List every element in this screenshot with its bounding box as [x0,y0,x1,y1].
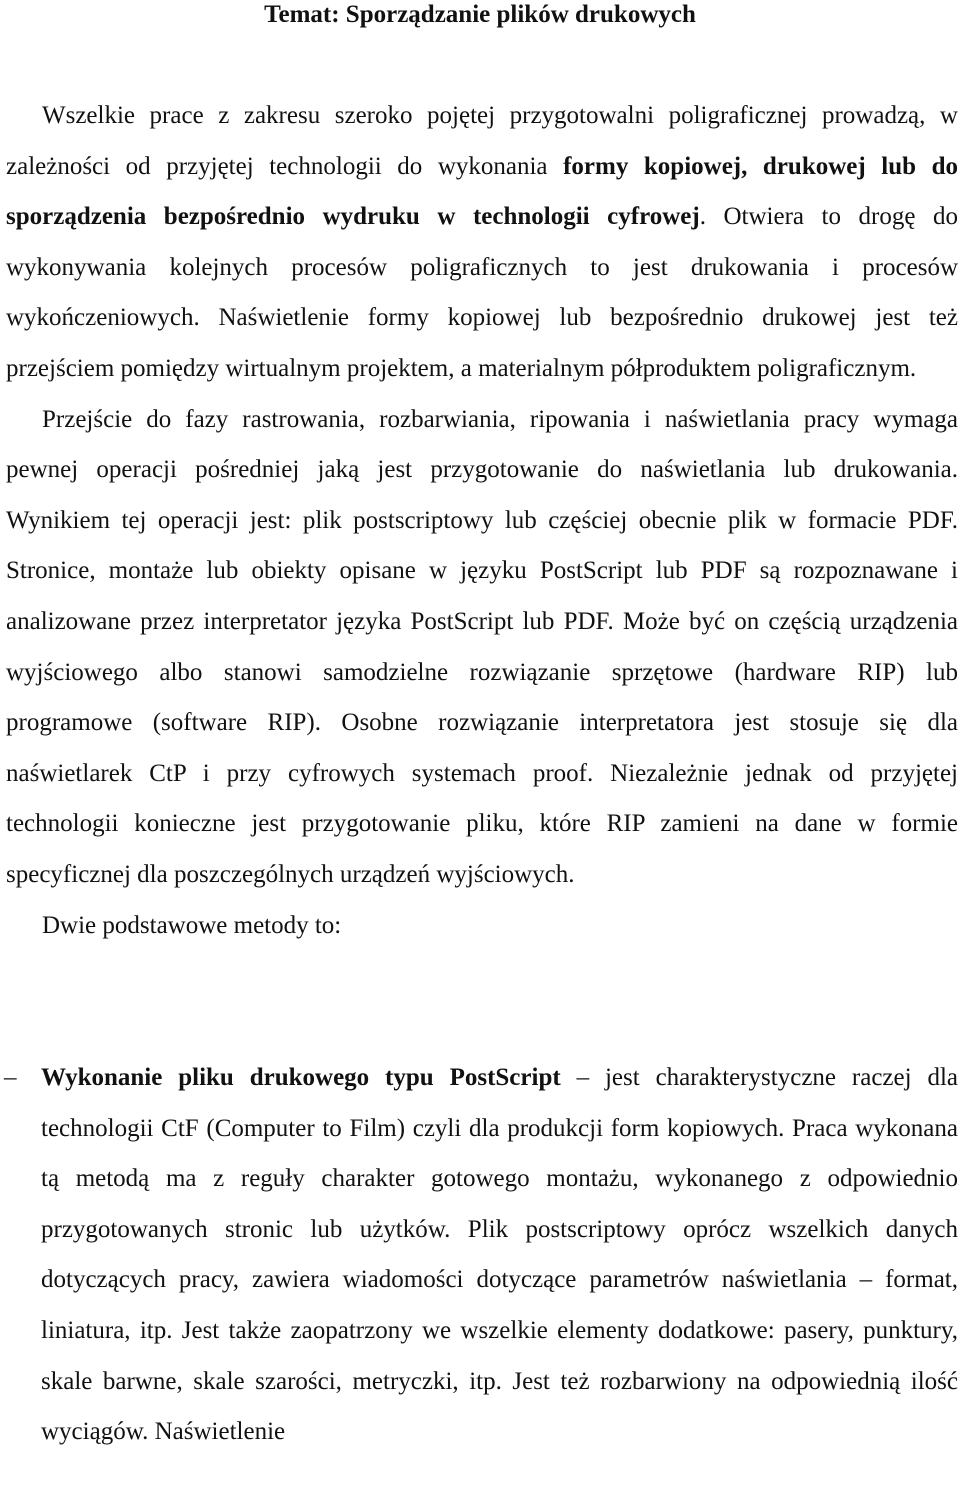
list-item-heading: Wykonanie pliku drukowego typu PostScript [41,1064,561,1091]
paragraph-intro-text-start: Wszelkie prace z zakresu szeroko pojętej przygotowalni poligraficznej prowadzą, w zależności od przyjętej technologii do wykonania [6,102,958,180]
list-item [4,1053,958,1458]
paragraph-intro-text-end: . Otwiera to drogę do wykonywania kolejnych procesów poligraficznych to jest drukowania i procesów wykończeniowych. Naświetlenie formy kopiowej lub bezpośrednio drukowej jest też przejściem pomiędzy wirtualnym projektem, a materialnym półproduktem poligraficznym. [6,203,958,382]
list-item-text: – jest charakterystyczne raczej dla technologii CtF (Computer to Film) czyli dla produkcji form kopiowych. Praca wykonana tą metodą ma z reguły charakter gotowego montażu, wykonanego z odpowiednio przygotowanych stronic lub użytków. Plik postscriptowy oprócz wszelkich danych dotyczących pracy, zawiera wiadomości dotyczące parametrów naświetlania – format, liniatura, itp. Jest także zaopatrzony we wszelkie elementy dodatkowe: pasery, punktury, skale barwne, skale szarości, metryczki, itp. Jest też rozbarwiony na odpowiednią ilość wyciągów. Naświetlenie [41,1064,958,1446]
paragraph-intro-bold-phrase: formy kopiowej, drukowej lub do sporządzenia bezpośrednio wydruku w technologii cyfrowej [6,152,958,231]
paragraph-rip: Przejście do fazy rastrowania, rozbarwiania, ripowania i naświetlania pracy wymaga pewnej operacji pośredniej jaką jest przygotowanie do naświetlania lub drukowania. Wynikiem tej operacji jest: plik postscriptowy lub częściej obecnie plik w formacie PDF. Stronice, montaże lub obiekty opisane w języku PostScript lub PDF są rozpoznawane i analizowane przez interpretator języka PostScript lub PDF. Może być on częścią urządzenia wyjściowego albo stanowi samodzielne rozwiązanie sprzętowe (hardware RIP) lub programowe (software RIP). Osobne rozwiązanie interpretatora jest stosuje się dla naświetlarek CtP i przy cyfrowych systemach proof. Niezależnie jednak od przyjętej technologii konieczne jest przygotowanie pliku, które RIP zamieni na dane w formie specyficznej dla poszczególnych urządzeń wyjściowych. [6,405,958,888]
document-title: Temat: Sporządzanie plików drukowych [264,1,696,28]
document-body [6,91,958,951]
paragraph-intro [6,91,958,395]
list-dash: – [4,1064,17,1091]
paragraph-methods-intro: Dwie podstawowe metody to: [42,911,342,939]
methods-list [4,1053,958,1458]
